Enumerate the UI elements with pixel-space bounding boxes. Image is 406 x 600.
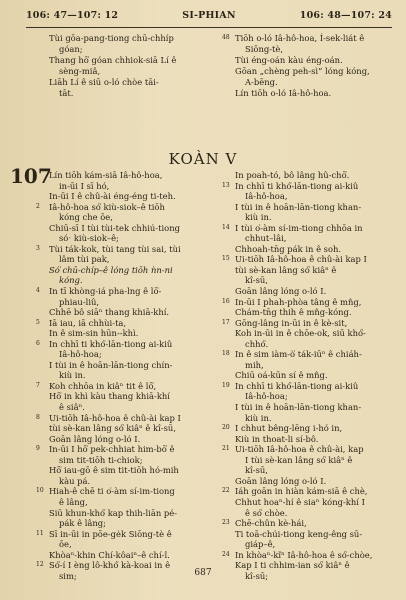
verse-line: Chhē bô siāⁿ thang khiā-khí. — [49, 307, 170, 318]
verse-line: ōe, — [59, 539, 72, 550]
verse-line: I tùi in ê hoān-lān-tiong chín- — [49, 359, 173, 370]
verse-number: 15 — [222, 255, 230, 263]
verse — [36, 339, 214, 381]
verse-number: 19 — [222, 381, 230, 389]
verse-line: I chhut bêng-lēng i-hó in, — [235, 423, 343, 434]
top-right-column — [222, 33, 394, 99]
page-number: 687 — [194, 568, 212, 578]
verse-line: In-ūi I phah-phòa tâng ê mn̂g, — [235, 296, 362, 307]
verse-line: Hiah-ê chē ti o͘-àm sí-im-tiong — [49, 486, 175, 497]
verse-line: kiù in. — [59, 370, 86, 381]
verse-line: In tī khòng-iá pha-lng ê lō͘- — [49, 286, 162, 297]
verse-line: Goān lâng lóng o-ló I. — [235, 286, 327, 297]
verse — [36, 486, 214, 528]
verse-line: kiù in. — [245, 212, 272, 223]
verse-line: ê lâng, — [59, 496, 88, 507]
verse-number: 4 — [36, 287, 40, 295]
verse-line: sóˑ kiù-siok–ê; — [59, 233, 119, 244]
verse-line: In chhī ti khó͘-lān-tiong ai-kiû — [235, 180, 359, 191]
verse-line: lâm tùi pak, — [59, 254, 110, 265]
verse-line: Chē-chûn kè-hái, — [235, 518, 307, 529]
verse-line: sèng-miâ, — [59, 66, 101, 76]
verse-number: 10 — [36, 487, 44, 495]
verse-line: Lín tiōh o-ló Iâ-hô-hoa. — [235, 88, 332, 98]
verse-line: Goān lâng lóng o-ló I. — [49, 433, 141, 444]
verse-line: kî-sū, — [245, 465, 268, 476]
verse — [36, 413, 214, 445]
verse-number: 2 — [36, 202, 40, 210]
verse-line: Lín tiōh kám-siā Iâ-hô-hoa, — [49, 170, 163, 180]
verse-line: Tùi ták-kok, tùi tang tùi sai, tùi — [49, 243, 181, 254]
verse-number: 14 — [222, 223, 230, 231]
verse — [222, 518, 394, 550]
verse-number: 9 — [36, 445, 40, 453]
verse-line: Iáh goān in hiàn kám-siā ê chè, — [235, 486, 368, 497]
verse-line: chhó͘. — [245, 338, 269, 349]
verse-number: 5 — [36, 318, 40, 326]
verse-line: in-ūi I sī hó, — [59, 180, 110, 191]
verse — [36, 244, 214, 286]
verse — [36, 55, 206, 77]
verse — [222, 170, 394, 181]
verse — [36, 444, 214, 486]
chapter-number: 107 — [10, 164, 52, 188]
verse-number: 3 — [36, 244, 40, 252]
verse-number: 8 — [36, 413, 40, 421]
verse-line: ê siâⁿ. — [59, 402, 85, 413]
verse — [36, 286, 214, 318]
verse — [36, 529, 214, 561]
verse-line: In chhī ti khó͘-lān-tiong ai-kiû — [49, 338, 173, 349]
verse-number: 11 — [36, 529, 44, 537]
verse-line: Chhut hoaⁿ-hí ê siaⁿ kóng-khí I — [235, 496, 365, 507]
right-column — [222, 170, 394, 581]
verse — [36, 33, 206, 55]
verse — [36, 77, 206, 99]
verse-line: Gōng-lâng in-ūi in ê kè-sit, — [235, 317, 348, 328]
verse-line: Hō͘ iau-gō ê sim tit-tiōh hó-mih — [49, 465, 179, 476]
verse-line: kî-sū; — [245, 570, 269, 581]
verse-line: pák ê lâng; — [59, 518, 106, 529]
verse — [222, 297, 394, 318]
verse-line: Tùi gōa-pang-tiong chū-chhíp — [49, 33, 174, 43]
verse — [222, 349, 394, 381]
verse-line: I tùi o͘-àm sí-im-tiong chhōa in — [235, 222, 363, 233]
verse-line: sim; — [59, 570, 77, 581]
verse-number: 12 — [36, 561, 44, 569]
verse-line: Koh in-ūi in ê chōe-ok, siū khó͘- — [235, 328, 366, 339]
verse-number: 48 — [222, 34, 230, 41]
verse-line: Kiù in thoat-li sí-bô. — [235, 433, 319, 444]
header-rule — [26, 27, 392, 28]
verse-line: In ê sim-sin hūn-‑khì. — [49, 328, 139, 339]
verse — [222, 254, 394, 296]
verse-line: In ê sim iàm-ò͘ ták-iūⁿ ê chiáh- — [235, 349, 362, 360]
verse-line: góan; — [59, 44, 83, 54]
verse-line: Ui-tiōh Iâ-hô-hoa ê chû-ài kap I — [235, 254, 367, 265]
verse — [36, 318, 214, 339]
verse-number: 20 — [222, 424, 230, 432]
verse-line: Siū khun-khó͘ kap thih-liān pé- — [49, 507, 178, 518]
verse-line: Tiōh o-ló Iâ-hô-hoa, Í-sek-liát ê — [235, 33, 365, 43]
verse-line: In-ūi I hō͘ pek-chhiat him-bō͘ ê — [49, 444, 175, 455]
verse-line: Chiū oá-kūn sí ê mn̂g. — [235, 370, 328, 381]
verse-line: Iâ-hô-hoa; — [59, 349, 102, 360]
verse-line: kiù in. — [245, 412, 272, 423]
left-column — [10, 164, 214, 581]
verse-line: Tùi éng-oán kàu éng-oán. — [235, 55, 343, 65]
verse-line: Só͘-í I èng lô-khó͘ kà-koai in ê — [49, 560, 171, 571]
verse-line: sim tit-tiōh ti-chiok; — [59, 454, 143, 465]
verse-line: kàu pá. — [59, 475, 91, 486]
top-left-column — [36, 33, 206, 99]
verse-number: 24 — [222, 550, 230, 558]
verse-line: Iâ-hô-hoa, — [245, 191, 288, 202]
verse-line: Thang hō͘ góan chhiok-siā Lí ê — [49, 55, 177, 65]
header-left-verse-range: 106: 47—107: 12 — [26, 10, 119, 21]
verse-line: tùi sè-kan lâng só͘ kiâⁿ ê — [235, 264, 337, 275]
verse — [222, 318, 394, 350]
verse-number: 17 — [222, 318, 230, 326]
verse — [222, 423, 394, 444]
verse-line: In chhī ti khó͘-lān-tiong ai-kiû — [235, 380, 359, 391]
verse-number: 23 — [222, 519, 230, 527]
verse-number: 16 — [222, 297, 230, 305]
verse — [222, 486, 394, 518]
running-header — [26, 10, 392, 24]
verse-line: Chám-tn̄g thih ê mn̂g-kóng. — [235, 307, 352, 318]
verse-line: Ui-tiōh Iâ-hô-hoa ê chû-ài kap I — [49, 412, 181, 423]
verse — [222, 33, 394, 99]
verse — [10, 164, 214, 202]
verse-number: 13 — [222, 181, 230, 189]
verse — [36, 381, 214, 413]
verse-line: Iâ-hô-hoa só͘ kiù-siok–ê tiōh — [49, 201, 165, 212]
verse-line: tùi sè-kan lâng só͘ kiâⁿ ê kî-sū, — [49, 423, 176, 434]
verse-line: Iā iau, iā chhùi-ta, — [49, 317, 127, 328]
verse-line: I tùi sè-kan lâng só͘ kiâⁿ ê — [245, 454, 353, 465]
verse-line: In-ūi I ê chû-ài éng-éng ti-teh. — [49, 191, 176, 202]
verse-line: Liāh Lí ê siū o-ló chòe tāi- — [49, 77, 159, 87]
verse-number: 6 — [36, 339, 40, 347]
verse-line: phiau-liû, — [59, 296, 100, 307]
verse — [222, 381, 394, 423]
verse-line: kóng che ōe, — [59, 212, 113, 223]
verse — [36, 202, 214, 244]
verse-line: Koh chhōa in kiâⁿ tit ê lō͘, — [49, 380, 157, 391]
verse-line: Gōan „chèng peh-sì” lóng kóng, — [235, 66, 370, 76]
verse-line: I tùi in ê hoān-lān-tiong khan- — [235, 201, 362, 212]
verse-number: 7 — [36, 381, 40, 389]
verse-number: 21 — [222, 445, 230, 453]
verse — [222, 181, 394, 223]
verse-number: 18 — [222, 350, 230, 358]
verse-line: Ui-tiōh Iâ-hô-hoa ê chû-ài, kap — [235, 444, 364, 455]
verse-number: 22 — [222, 487, 230, 495]
verse-line: In poah-tó, bô lâng hû-chō͘. — [235, 170, 350, 180]
verse-line: In khòaⁿ-kì͘ⁿ Iâ-hô-hoa ê só͘-chòe, — [235, 549, 373, 560]
verse-line: Sī in-ūi in pōe-gėk Siōng-tè ê — [49, 528, 172, 539]
verse-line: I tùi in ê hoān-lān-tiong khan- — [235, 402, 362, 413]
header-right-verse-range: 106: 48—107: 24 — [299, 10, 392, 21]
verse-line: Siōng-tè, — [245, 44, 284, 54]
verse-line: Kap I ti chhim-ian só͘ kiâⁿ ê — [235, 560, 350, 571]
verse-line: chhut–lâi, — [245, 233, 287, 244]
verse-line: kî-sū, — [245, 275, 268, 286]
verse — [222, 223, 394, 255]
verse-line: Chiū-sī I tùi tùi-tek chhiú-tiong — [49, 222, 180, 233]
verse-line: tāt. — [59, 88, 74, 98]
verse-line: Chhoah-tn̄g pák in ê soh. — [235, 243, 342, 254]
verse-line: A-bēng. — [245, 77, 278, 87]
verse — [222, 444, 394, 486]
verse-line: Ti toā-chúi-tiong keng-êng sū- — [235, 528, 363, 539]
header-book-title: SI-PHIAN — [182, 10, 236, 21]
verse-line: mih, — [245, 359, 264, 370]
verse-line: Goān lâng lóng o-ló I. — [235, 475, 327, 486]
verse-line: Hō͘ in khì kàu thang khiā-khí — [49, 391, 170, 402]
verse-line: ê só͘ chòe. — [245, 507, 288, 518]
verse-line: Iâ-hô-hoa; — [245, 391, 288, 402]
verse-line: kóng. — [59, 275, 83, 286]
verse-line: giáp–ê, — [245, 539, 276, 550]
verse-line: Só͘ chū-chíp–ê lóng tiōh ǹn-ni — [49, 264, 173, 275]
verse-line: Khòaⁿ-khin Chí-kôaiⁿ–ê chí-î. — [49, 549, 170, 560]
section-title: KOÀN V — [168, 150, 238, 168]
